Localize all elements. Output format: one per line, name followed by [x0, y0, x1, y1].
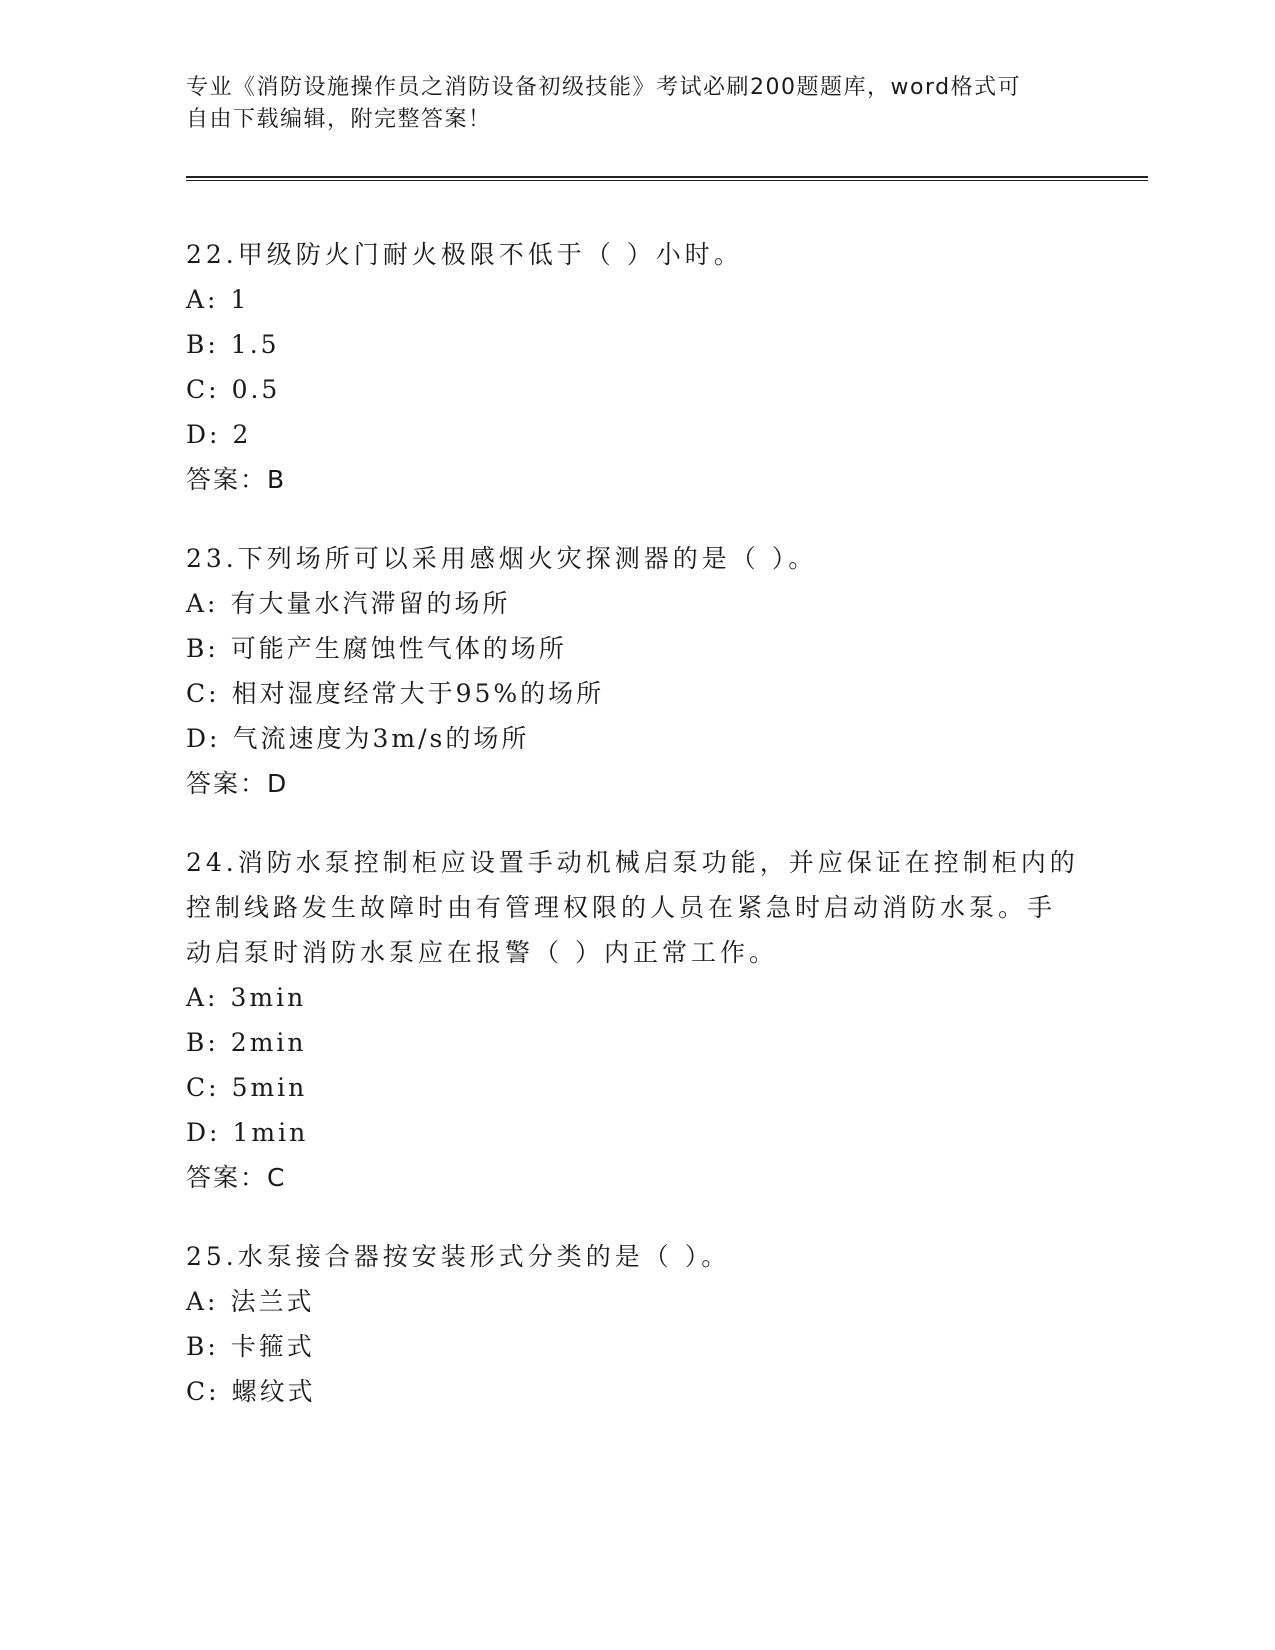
option-key: A:	[186, 285, 219, 314]
question-stem: 23.下列场所可以采用感烟火灾探测器的是（ ）。	[186, 544, 818, 573]
question-list	[186, 232, 1086, 1448]
option-key: B:	[186, 330, 219, 359]
option-text: 有大量水汽滞留的场所	[230, 589, 511, 618]
question-stem: 22.甲级防火门耐火极限不低于（ ）小时。	[186, 240, 743, 269]
header-title-line-1: 专业《消防设施操作员之消防设备初级技能》考试必刷200题题库，word格式可	[186, 75, 1022, 100]
option-b	[186, 1324, 1086, 1369]
option-text: 1min	[232, 1118, 309, 1147]
question-22	[186, 232, 1086, 502]
option-key: B:	[186, 1332, 219, 1361]
option-d	[186, 412, 1086, 457]
option-key: D:	[186, 1118, 221, 1147]
answer: 答案：D	[186, 769, 289, 798]
question-stem-line-2: 控制线路发生故障时由有管理权限的人员在紧急时启动消防水泵。手	[186, 893, 1057, 922]
option-text: 1.5	[230, 330, 280, 359]
header-title-line-2: 自由下载编辑，附完整答案！	[186, 107, 492, 132]
option-text: 0.5	[231, 375, 281, 404]
question-stem-line-1: 24.消防水泵控制柜应设置手动机械启泵功能，并应保证在控制柜内的	[186, 848, 1079, 877]
option-d	[186, 1110, 1086, 1155]
option-key: C:	[186, 1073, 220, 1102]
option-b	[186, 322, 1086, 367]
option-text: 2	[232, 420, 252, 449]
option-text: 5min	[231, 1073, 308, 1102]
question-23	[186, 536, 1086, 806]
option-a	[186, 277, 1086, 322]
option-key: C:	[186, 1377, 220, 1406]
option-text: 2min	[230, 1028, 307, 1057]
option-text: 相对湿度经常大于95%的场所	[231, 679, 605, 708]
option-text: 气流速度为3m/s的场所	[232, 724, 530, 753]
option-b	[186, 626, 1086, 671]
option-key: D:	[186, 420, 221, 449]
option-key: B:	[186, 634, 219, 663]
option-a	[186, 1279, 1086, 1324]
option-text: 法兰式	[230, 1287, 315, 1316]
header-divider	[186, 176, 1148, 181]
option-a	[186, 581, 1086, 626]
option-key: A:	[186, 589, 219, 618]
option-key: B:	[186, 1028, 219, 1057]
option-text: 3min	[230, 983, 307, 1012]
question-stem-line-3: 动启泵时消防水泵应在报警（ ）内正常工作。	[186, 938, 778, 967]
option-a	[186, 975, 1086, 1020]
option-key: D:	[186, 724, 221, 753]
document-header	[186, 72, 1066, 136]
answer: 答案：C	[186, 1163, 287, 1192]
answer: 答案：B	[186, 465, 287, 494]
option-c	[186, 367, 1086, 412]
option-c	[186, 1065, 1086, 1110]
option-text: 1	[230, 285, 250, 314]
option-d	[186, 716, 1086, 761]
option-c	[186, 671, 1086, 716]
option-text: 可能产生腐蚀性气体的场所	[230, 634, 567, 663]
option-c	[186, 1369, 1086, 1414]
option-key: A:	[186, 983, 219, 1012]
option-key: A:	[186, 1287, 219, 1316]
option-key: C:	[186, 679, 220, 708]
question-stem: 25.水泵接合器按安装形式分类的是（ ）。	[186, 1242, 731, 1271]
option-key: C:	[186, 375, 220, 404]
question-25	[186, 1234, 1086, 1414]
option-text: 螺纹式	[231, 1377, 316, 1406]
question-24	[186, 840, 1086, 1200]
option-b	[186, 1020, 1086, 1065]
option-text: 卡箍式	[230, 1332, 315, 1361]
